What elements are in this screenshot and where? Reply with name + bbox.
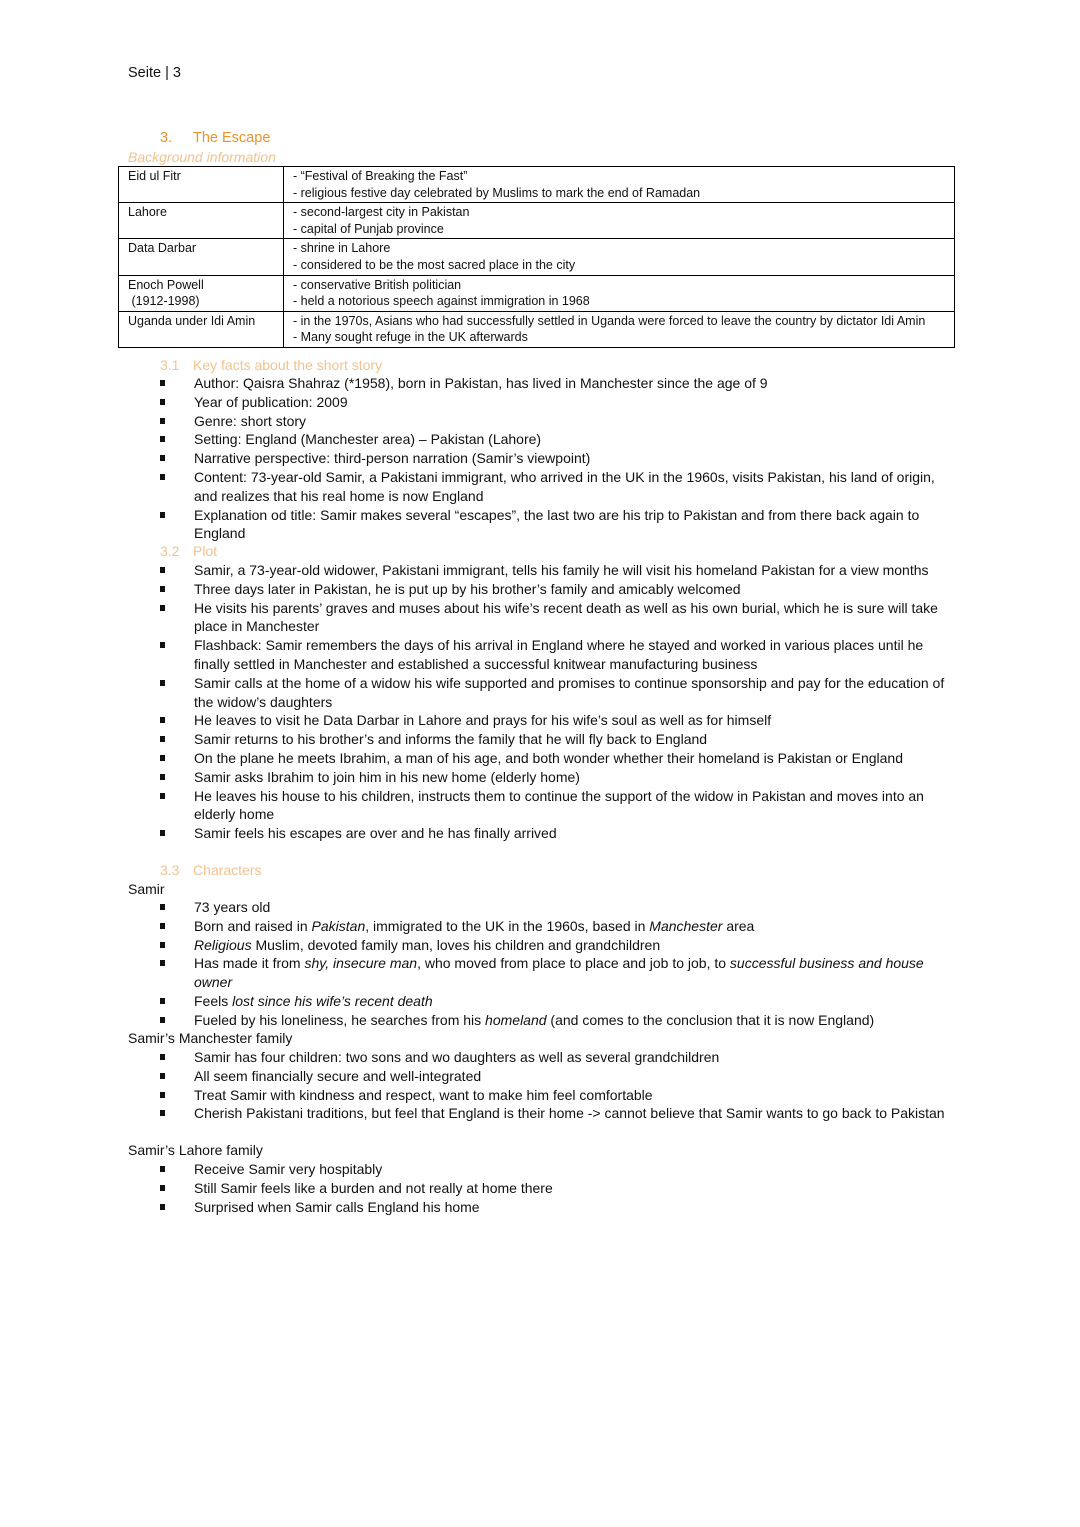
section-title	[160, 129, 270, 148]
plot-heading	[160, 542, 217, 561]
list-item	[0, 561, 1080, 580]
italic-text: lost since his wife’s recent death	[232, 992, 433, 1009]
list-item	[0, 599, 1080, 637]
list-item	[0, 1086, 1080, 1105]
desc-line: - held a notorious speech against immigration in 1968	[293, 294, 590, 309]
bullet-icon	[160, 1204, 165, 1210]
list-item	[0, 768, 1080, 787]
list-item-text: Year of publication: 2009	[194, 393, 348, 410]
list-item	[0, 954, 1080, 992]
table-row	[119, 275, 955, 311]
table-desc	[284, 275, 955, 311]
list-item	[0, 711, 1080, 730]
bullet-icon	[160, 399, 165, 405]
list-item	[0, 730, 1080, 749]
list-item-text: Explanation od title: Samir makes several “escapes”, the last two are his trip to Pakistan and from there back again to England	[194, 506, 920, 542]
list-item	[0, 749, 1080, 768]
bullet-icon	[160, 793, 165, 799]
term-line: Lahore	[128, 205, 167, 220]
list-item	[0, 468, 1080, 506]
table-term	[119, 167, 284, 203]
text-part: (and comes to the conclusion that it is now England)	[546, 1011, 875, 1028]
text-part: , immigrated to the UK in the 1960s, based in	[365, 917, 650, 934]
list-item	[0, 1067, 1080, 1086]
bullet-icon	[160, 455, 165, 461]
table-row	[119, 311, 955, 347]
bullet-icon	[160, 567, 165, 573]
bullet-icon	[160, 717, 165, 723]
bullet-icon	[160, 1092, 165, 1098]
list-item	[0, 374, 1080, 393]
term-line: Enoch Powell	[128, 277, 204, 292]
italic-text: successful business and house owner	[194, 955, 924, 991]
text-part: Muslim, devoted family man, loves his children and grandchildren	[251, 936, 661, 953]
list-item	[0, 917, 1080, 936]
list-item-text: Narrative perspective: third-person narration (Samir’s viewpoint)	[194, 450, 591, 467]
list-item-text: Still Samir feels like a burden and not really at home there	[194, 1179, 553, 1196]
list-item	[0, 636, 1080, 674]
list-item	[0, 430, 1080, 449]
list-item-text: Cherish Pakistani traditions, but feel that England is their home -> cannot believe that Samir wants to go back to Pakistan	[194, 1105, 945, 1122]
subsection-number: 3.2	[160, 543, 180, 559]
text-part: Has made it from	[194, 955, 305, 972]
bullet-icon	[160, 605, 165, 611]
term-line: Uganda under Idi Amin	[128, 313, 256, 328]
table-desc	[284, 203, 955, 239]
bullet-icon	[160, 418, 165, 424]
table-row	[119, 203, 955, 239]
list-item-text: All seem financially secure and well-integrated	[194, 1067, 482, 1084]
lahore-family-list	[0, 1160, 1080, 1216]
list-item	[0, 1179, 1080, 1198]
bullet-icon	[160, 1073, 165, 1079]
term-line: Data Darbar	[128, 241, 197, 256]
key-facts-list	[0, 374, 1080, 543]
list-item	[0, 449, 1080, 468]
bullet-icon	[160, 904, 165, 910]
list-item-text: He leaves his house to his children, instructs them to continue the support of the widow in Pakistan and moves into an elderly home	[194, 787, 924, 823]
bullet-icon	[160, 642, 165, 648]
bullet-icon	[160, 680, 165, 686]
subsection-title: Characters	[193, 862, 262, 878]
bullet-icon	[160, 512, 165, 518]
key-facts-heading	[160, 356, 382, 375]
desc-line: - religious festive day celebrated by Muslims to mark the end of Ramadan	[293, 185, 701, 200]
characters-heading	[160, 861, 261, 880]
list-item-text: 73 years old	[194, 899, 271, 915]
list-item-text: Samir, a 73-year-old widower, Pakistani immigrant, tells his family he will visit his homeland Pakistan for a view months	[194, 562, 929, 578]
desc-line: - “Festival of Breaking the Fast”	[293, 169, 468, 183]
list-item	[0, 824, 1080, 843]
list-item-text: Samir has four children: two sons and wo daughters as well as several grandchildren	[194, 1049, 720, 1065]
background-table	[118, 166, 955, 348]
bullet-icon	[160, 1110, 165, 1116]
bullet-icon	[160, 586, 165, 592]
bullet-icon	[160, 923, 165, 929]
table-term	[119, 311, 284, 347]
subsection-number: 3.3	[160, 862, 180, 878]
bullet-icon	[160, 1166, 165, 1172]
bullet-icon	[160, 755, 165, 761]
subsection-number: 3.1	[160, 357, 180, 373]
desc-line: - considered to be the most sacred place in the city	[293, 257, 576, 272]
table-row	[119, 167, 955, 203]
list-item-text: Flashback: Samir remembers the days of his arrival in England where he stayed and worked in various places until he finally settled in Manchester and established a successful knitwear manufacturing business	[194, 637, 924, 672]
list-item-text: Samir asks Ibrahim to join him in his new home (elderly home)	[194, 768, 580, 785]
desc-line: - in the 1970s, Asians who had successfully settled in Uganda were forced to leave the country by dictator Idi Amin	[293, 313, 926, 328]
section-number: 3.	[160, 130, 173, 146]
table-desc	[284, 239, 955, 275]
samir-list	[0, 898, 1080, 1030]
subsection-title: Plot	[193, 543, 218, 559]
lahore-family-label: Samir’s Lahore family	[128, 1142, 263, 1158]
background-info-label: Background information	[128, 149, 276, 165]
text-part: Born and raised in	[194, 917, 312, 934]
bullet-icon	[160, 942, 165, 948]
table-term	[119, 203, 284, 239]
list-item-text: He visits his parents’ graves and muses about his wife’s recent death as well as his own burial, which he is sure will take place in Manchester	[194, 599, 938, 635]
table-desc	[284, 311, 955, 347]
list-item-text: Treat Samir with kindness and respect, want to make him feel comfortable	[194, 1086, 653, 1103]
list-item	[0, 674, 1080, 712]
list-item-text: Samir calls at the home of a widow his wife supported and promises to continue sponsorship and pay for the education of the widow’s daughters	[194, 674, 945, 710]
text-part: , who moved from place to place and job to job, to	[417, 955, 730, 972]
list-item-text: Author: Qaisra Shahraz (*1958), born in Pakistan, has lived in Manchester since the age of 9	[194, 375, 768, 391]
list-item-text: Setting: England (Manchester area) – Pakistan (Lahore)	[194, 431, 542, 448]
plot-list	[0, 561, 1080, 843]
list-item	[0, 393, 1080, 412]
list-item	[0, 898, 1080, 917]
desc-line: - Many sought refuge in the UK afterwards	[293, 330, 528, 345]
list-item-text: Surprised when Samir calls England his home	[194, 1198, 480, 1215]
table-desc	[284, 167, 955, 203]
text-part: Feels	[194, 992, 233, 1009]
italic-text: Pakistan	[311, 917, 366, 934]
italic-text: shy, insecure man	[304, 955, 418, 972]
list-item	[0, 1011, 1080, 1030]
italic-text: Religious	[194, 936, 252, 953]
list-item-text: On the plane he meets Ibrahim, a man of his age, and both wonder whether their homeland is Pakistan or England	[194, 749, 903, 766]
subsection-title: Key facts about the short story	[193, 357, 383, 373]
bullet-icon	[160, 998, 165, 1004]
bullet-icon	[160, 380, 165, 386]
bullet-icon	[160, 436, 165, 442]
bullet-icon	[160, 774, 165, 780]
desc-line: - shrine in Lahore	[293, 241, 391, 256]
table-term	[119, 275, 284, 311]
desc-line: - conservative British politician	[293, 277, 462, 292]
list-item	[0, 936, 1080, 955]
list-item	[0, 787, 1080, 825]
list-item-text: He leaves to visit he Data Darbar in Lahore and prays for his wife’s soul as well as for himself	[194, 712, 772, 729]
section-title-text: The Escape	[193, 130, 271, 146]
list-item	[0, 992, 1080, 1011]
list-item-text: Receive Samir very hospitably	[194, 1161, 383, 1177]
bullet-icon	[160, 960, 165, 966]
bullet-icon	[160, 1054, 165, 1060]
list-item	[0, 1048, 1080, 1067]
desc-line: - capital of Punjab province	[293, 221, 444, 236]
italic-text: homeland	[485, 1011, 547, 1028]
bullet-icon	[160, 1185, 165, 1191]
list-item	[0, 580, 1080, 599]
bullet-icon	[160, 1017, 165, 1023]
table-term	[119, 239, 284, 275]
table-row	[119, 239, 955, 275]
italic-text: Manchester	[649, 917, 723, 934]
list-item	[0, 1198, 1080, 1217]
page-number: Seite | 3	[128, 65, 181, 81]
list-item-text: Content: 73-year-old Samir, a Pakistani immigrant, who arrived in the UK in the 1960s, visits Pakistan, his land of origin, and realizes that his real home is now England	[194, 468, 935, 504]
list-item	[0, 1160, 1080, 1179]
samir-label: Samir	[128, 881, 165, 897]
bullet-icon	[160, 736, 165, 742]
bullet-icon	[160, 830, 165, 836]
list-item-text: Samir feels his escapes are over and he has finally arrived	[194, 825, 557, 842]
list-item-text: Samir returns to his brother’s and informs the family that he will fly back to England	[194, 731, 708, 748]
list-item	[0, 412, 1080, 431]
list-item-text: Three days later in Pakistan, he is put up by his brother’s family and amicably welcomed	[194, 580, 741, 597]
list-item	[0, 506, 1080, 544]
bullet-icon	[160, 474, 165, 480]
list-item-text: Genre: short story	[194, 412, 307, 429]
term-line: Eid ul Fitr	[128, 169, 181, 183]
desc-line: - second-largest city in Pakistan	[293, 205, 470, 220]
manchester-family-list	[0, 1048, 1080, 1123]
text-part: Fueled by his loneliness, he searches from his	[194, 1011, 486, 1028]
term-line: (1912-1998)	[128, 294, 200, 309]
text-part: area	[722, 917, 755, 934]
list-item	[0, 1104, 1080, 1123]
manchester-family-label: Samir’s Manchester family	[128, 1030, 293, 1046]
